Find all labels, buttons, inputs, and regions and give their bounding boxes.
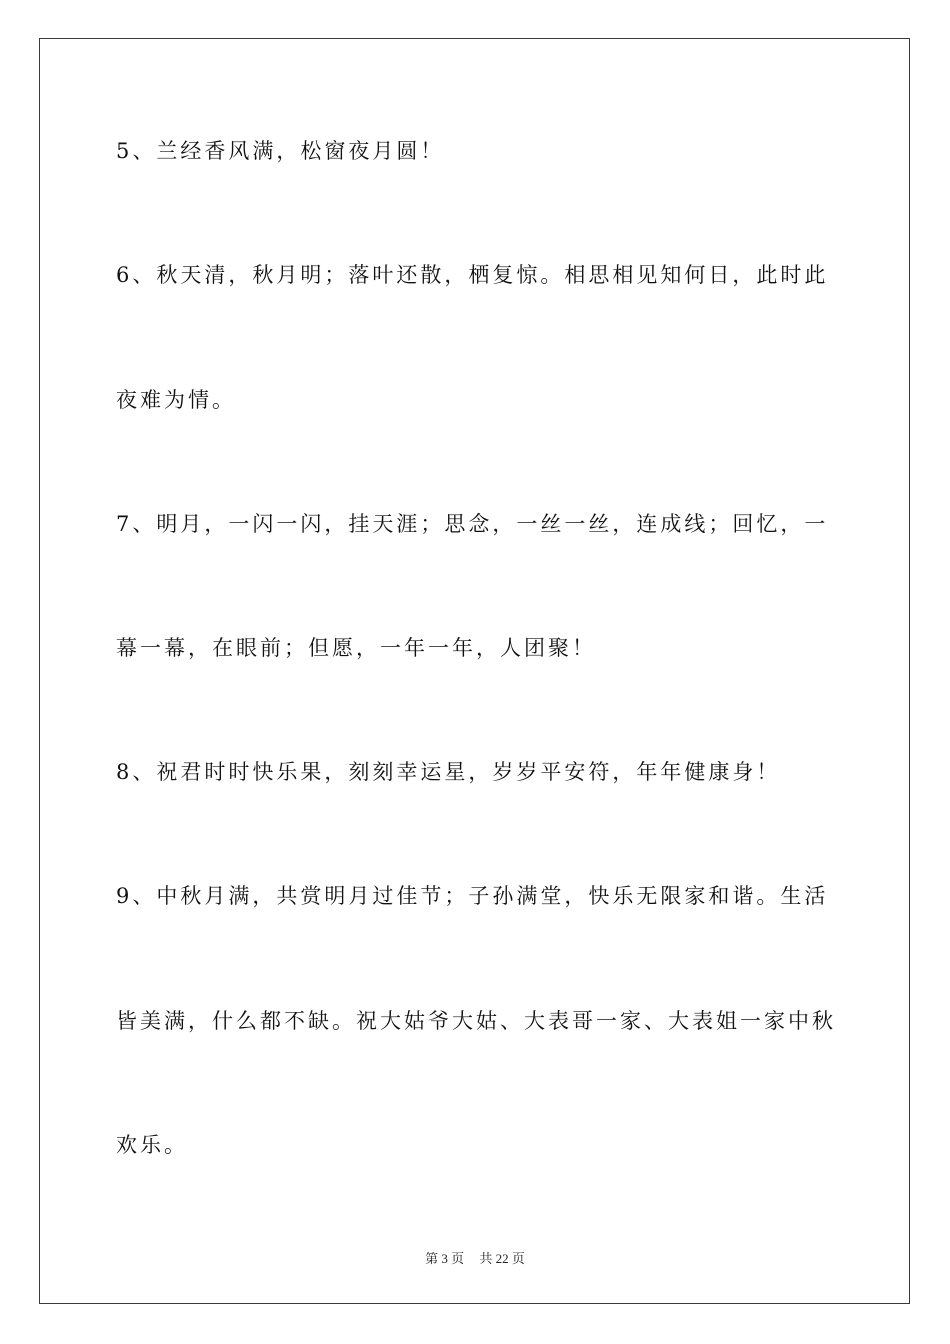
text-line-8: 8、祝君时时快乐果，刻刻幸运星，岁岁平安符，年年健康身！ (116, 760, 781, 784)
text-line-9a: 9、中秋月满，共赏明月过佳节；子孙满堂，快乐无限家和谐。生活 (116, 884, 829, 908)
text-line-7b: 幕一幕，在眼前；但愿，一年一年，人团聚！ (116, 636, 596, 660)
page-border (39, 38, 910, 1304)
text-line-6a: 6、秋天清，秋月明；落叶还散，栖复惊。相思相见知何日，此时此 (116, 263, 829, 287)
text-line-5: 5、兰经香风满，松窗夜月圆！ (116, 139, 445, 163)
text-line-7a: 7、明月，一闪一闪，挂天涯；思念，一丝一丝，连成线；回忆，一 (116, 512, 829, 536)
page-footer (0, 1248, 950, 1267)
page-total: 共 22 页 (479, 1251, 525, 1266)
text-line-9b: 皆美满，什么都不缺。祝大姑爷大姑、大表哥一家、大表姐一家中秋 (116, 1009, 836, 1033)
text-line-6b: 夜难为情。 (116, 388, 236, 412)
page-number: 第 3 页 (425, 1251, 465, 1266)
text-line-9c: 欢乐。 (116, 1133, 188, 1157)
